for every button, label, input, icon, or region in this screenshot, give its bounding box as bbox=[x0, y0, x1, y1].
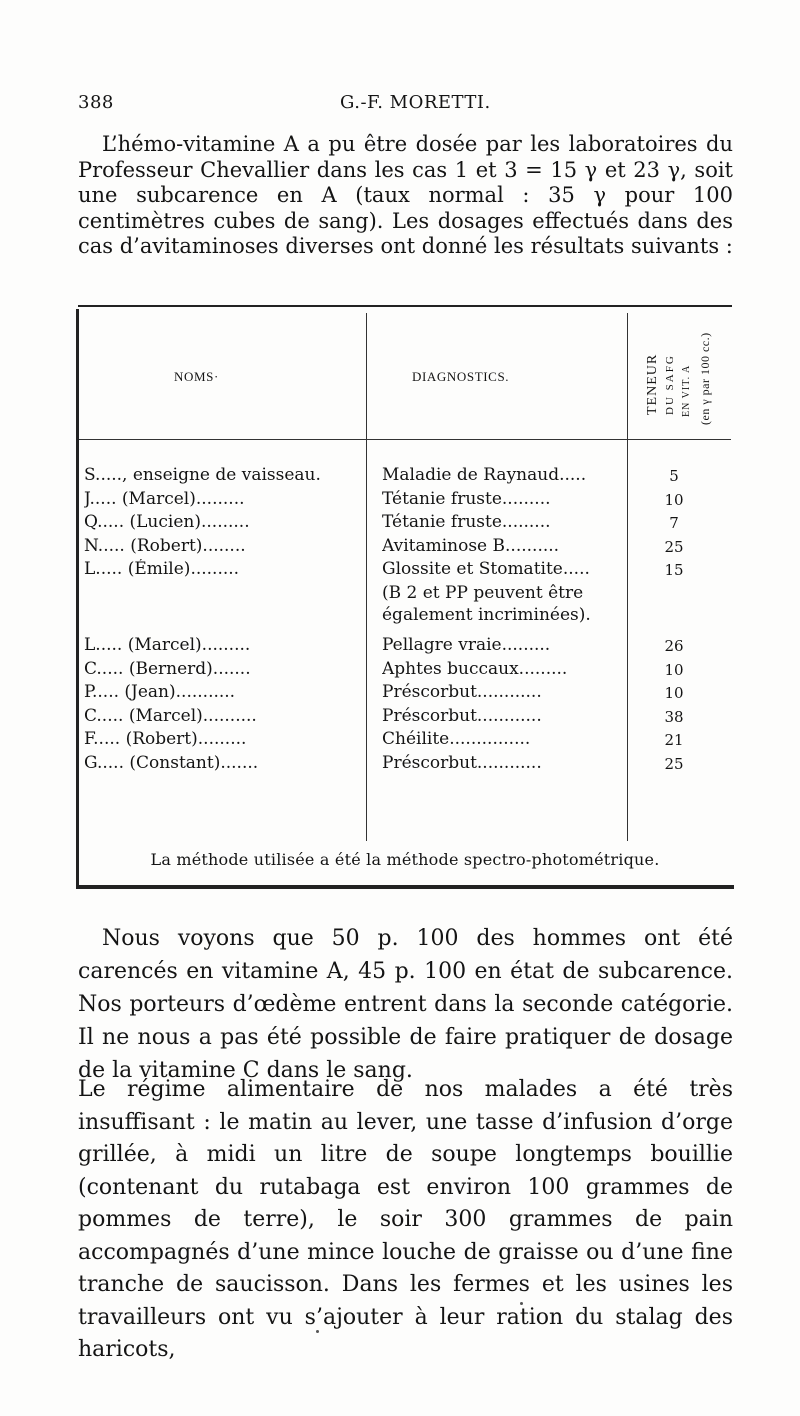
cell-value: 25 bbox=[664, 754, 684, 773]
cell-value: 5 bbox=[669, 467, 679, 485]
cell-value: 26 bbox=[664, 636, 684, 655]
cell-diagnostic: Avitaminose B.......... bbox=[382, 535, 560, 556]
table-row bbox=[76, 536, 734, 560]
cell-diagnostic: Tétanie fruste......... bbox=[382, 488, 551, 509]
cell-diagnostic: Aphtes buccaux......... bbox=[382, 658, 568, 679]
cell-name: S....., enseigne de vaisseau. bbox=[84, 465, 321, 485]
table-row bbox=[76, 659, 734, 683]
diagnostic-continuation bbox=[76, 583, 734, 605]
cell-value: 10 bbox=[664, 490, 684, 509]
cell-diagnostic: Préscorbut............ bbox=[382, 682, 542, 703]
cell-value: 10 bbox=[664, 684, 684, 703]
header-teneur-line1: TENEUR bbox=[645, 353, 660, 415]
cell-name: C..... (Marcel).......... bbox=[84, 705, 257, 726]
cell-name: L..... (Émile)......... bbox=[84, 559, 240, 580]
cell-diagnostic: Pellagre vraie......... bbox=[382, 634, 551, 655]
running-title: G.-F. MORETTI. bbox=[340, 92, 491, 113]
intro-paragraph: L’hémo-vitamine A a pu être dosée par les laboratoires du Professeur Chevallier dans les cas 1 et 3 = 15 γ et 23 γ, soit une subcarence en A (taux normal : 35 γ pour 100 centimètres cubes de sang). Les dosages effectués dans des cas d’avitaminoses diverses ont donné les résultats suivants : bbox=[78, 132, 733, 259]
header-teneur-line3: EN VIT. A bbox=[681, 364, 692, 417]
cell-name: F..... (Robert)......... bbox=[84, 729, 247, 750]
page-number: 388 bbox=[78, 92, 114, 113]
header-noms: NOMS· bbox=[174, 369, 219, 384]
cell-name: N..... (Robert)........ bbox=[84, 535, 246, 556]
table-row bbox=[76, 682, 734, 706]
scan-speck bbox=[316, 1330, 319, 1333]
cell-diagnostic: Tétanie fruste......... bbox=[382, 512, 551, 533]
cell-value: 38 bbox=[664, 707, 684, 726]
table-header-rule bbox=[79, 439, 731, 440]
table-row bbox=[76, 489, 734, 513]
table-row bbox=[76, 706, 734, 730]
cell-name: Q..... (Lucien)......... bbox=[84, 512, 250, 533]
table-row bbox=[76, 753, 734, 777]
cell-value: 10 bbox=[664, 660, 684, 679]
table-top-rule bbox=[78, 305, 732, 307]
header-teneur-line2: DU SAFG bbox=[664, 354, 676, 415]
cell-value: 15 bbox=[664, 561, 684, 580]
scan-speck bbox=[520, 1302, 523, 1305]
cell-diagnostic: Glossite et Stomatite..... bbox=[382, 559, 590, 580]
table-row bbox=[76, 465, 734, 489]
continuation-line: également incriminées). bbox=[382, 604, 591, 625]
cell-name: P..... (Jean)........... bbox=[84, 682, 236, 703]
continuation-line: (B 2 et PP peuvent être bbox=[382, 582, 584, 603]
cell-name: C..... (Bernerd)....... bbox=[84, 658, 251, 679]
table-footnote: La méthode utilisée a été la méthode spectro-photométrique. bbox=[150, 850, 660, 869]
cell-value: 25 bbox=[664, 537, 684, 556]
table-bottom-rule bbox=[76, 885, 734, 889]
table-row bbox=[76, 635, 734, 659]
header-teneur bbox=[641, 313, 761, 437]
results-paragraph: Nous voyons que 50 p. 100 des hommes ont été carencés en vitamine A, 45 p. 100 en état de subcarence. Nos porteurs d’œdème entrent dans la seconde catégorie. Il ne nous a pas été possible de faire pratiquer de dosage de la vitamine C dans le sang. bbox=[78, 926, 733, 1083]
header-diagnostics: DIAGNOSTICS. bbox=[412, 369, 510, 384]
cell-name: J..... (Marcel)......... bbox=[84, 488, 245, 509]
cell-diagnostic: Préscorbut............ bbox=[382, 752, 542, 773]
table-row bbox=[76, 512, 734, 536]
table-body bbox=[76, 465, 734, 777]
table-row bbox=[76, 729, 734, 753]
cell-diagnostic: Chéilite............... bbox=[382, 729, 531, 750]
results-table bbox=[76, 305, 734, 893]
cell-diagnostic: Préscorbut............ bbox=[382, 705, 542, 726]
cell-value: 21 bbox=[664, 731, 684, 750]
cell-name: L..... (Marcel)......... bbox=[84, 634, 251, 655]
cell-value: 7 bbox=[669, 514, 679, 533]
table-row bbox=[76, 559, 734, 583]
cell-name: G..... (Constant)....... bbox=[84, 752, 259, 773]
diet-paragraph: Le régime alimentaire de nos malades a été très insuffisant : le matin au lever, une tasse d’infusion d’orge grillée, à midi un litre de soupe longtemps bouillie (contenant du rutabaga est environ 100 grammes de pommes de terre), le soir 300 grammes de pain accompagnés d’une mince louche de graisse ou d’une fine tranche de saucisson. Dans les fermes et les usines les travailleurs ont vu s’ajouter à leur ration du stalag des haricots, bbox=[78, 1077, 733, 1362]
running-header bbox=[78, 92, 730, 120]
cell-diagnostic: Maladie de Raynaud..... bbox=[382, 465, 587, 485]
header-teneur-line4: (en γ par 100 cc.) bbox=[698, 332, 712, 425]
diagnostic-continuation bbox=[76, 605, 734, 627]
